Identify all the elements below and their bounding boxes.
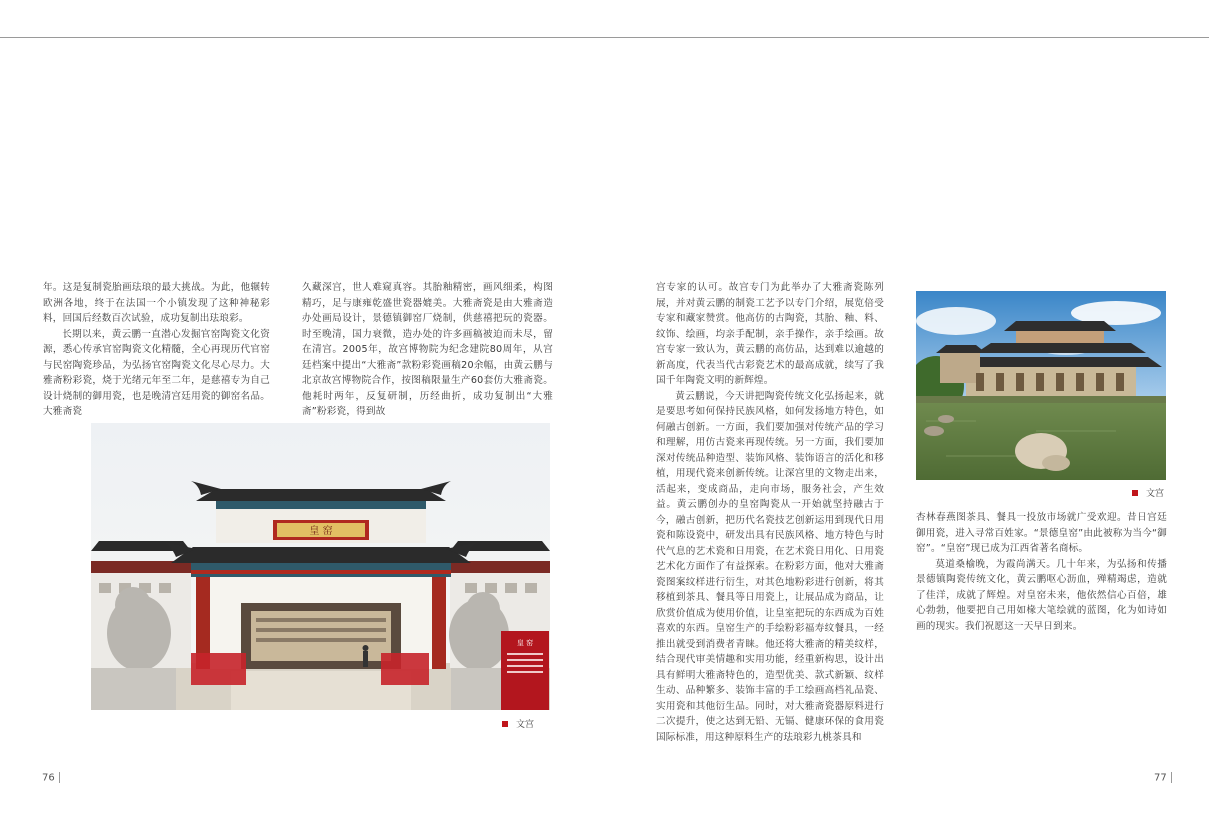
left-col1-paragraph-1: 年。这是复制瓷胎画珐琅的最大挑战。为此，他辗转欧洲各地，终于在法国一个小镇发现了这种神秘彩料，回国后经数百次试验，成功复制出珐琅彩。 bbox=[43, 282, 270, 324]
imperial-kiln-gate-photo bbox=[91, 423, 550, 710]
right-text-column-2 bbox=[916, 510, 1167, 634]
right-col1-paragraph-1: 宫专家的认可。故宫专门为此举办了大雅斋瓷陈列展，并对黄云鹏的制瓷工艺予以专门介绍，展览倍受专家和藏家赞赏。他高仿的古陶瓷，其胎、釉、料、纹饰、绘画，均亲手配制，亲手操作，亲手绘画。故宫专家一致认为，黄云鹏的高仿品，达到难以逾越的新高度，代表当代古彩瓷艺术的最高成就，续写了我国千年陶瓷文明的新辉煌。 bbox=[656, 282, 884, 386]
right-page-number-text: 77 bbox=[1154, 772, 1167, 784]
lakeside-pavilion-photo bbox=[916, 291, 1166, 480]
left-photo-caption bbox=[502, 717, 534, 730]
right-text-column-1 bbox=[656, 280, 884, 745]
left-text-column-2 bbox=[302, 280, 553, 420]
right-photo-caption-text: 文宫 bbox=[1146, 489, 1165, 499]
right-page-number bbox=[1154, 772, 1176, 784]
page-number-divider bbox=[59, 772, 60, 783]
gate-sign-text: 皇 窑 bbox=[309, 526, 333, 537]
page-number-divider bbox=[1171, 772, 1172, 783]
info-board-text: 皇 窑 bbox=[516, 639, 534, 647]
top-rule bbox=[0, 37, 1209, 38]
left-text-column-1 bbox=[43, 280, 270, 420]
right-col1-paragraph-2: 黄云鹏说，今天讲把陶瓷传统文化弘扬起来，就是要思考如何保持民族风格，如何发扬地方特色，如何融古创新。一方面，我们要加强对传统产品的学习和理解，用仿古瓷来再现传统。另一方面，我们要加深对传统品种造型、装饰风格、装饰语言的活化和移植，用现代瓷来创新传统。让深宫里的文物走出来，活起来，变成商品，走向市场，服务社会，产生效益。黄云鹏创办的皇窑陶瓷从一开始就坚持融古于今，融古创新，把历代名瓷技艺创新运用到现代日用瓷和陈设瓷中，研发出具有民族风格、地方特色与时代气息的艺术瓷和日用瓷，在艺术瓷日用化、日用瓷艺术化方面作了有益探索。在粉彩方面，他对大雅斋瓷图案纹样进行衍生，对其色地粉彩进行创新，将其移植到茶具、餐具等日用瓷上，让展品成为商品，让欣赏价值成为使用价值，让皇室把玩的东西成为百姓喜欢的东西。皇窑生产的手绘粉彩福寿纹餐具，一经推出就受到消费者青睐。他还将大雅斋的精美纹样，结合现代审美情趣和实用功能，经重新构思，设计出具有鲜明大雅斋特色的，造型优美、款式新颖、纹样生动、品种繁多、装饰丰富的手工绘画高档礼品瓷、实用瓷和其他衍生品。同时，对大雅斋瓷器原料进行二次提升，使之达到无铅、无镉、健康环保的食用瓷国际标准，用这种原料生产的珐琅彩九桃茶具和 bbox=[656, 390, 884, 743]
gate-illustration bbox=[91, 423, 550, 710]
right-col2-paragraph-2: 莫道桑榆晚，为霞尚满天。几十年来，为弘扬和传播景德镇陶瓷传统文化，黄云鹏呕心沥血，殚精竭虑，造就了佳洋，成就了辉煌。对皇窑未来，他依然信心百倍，雄心勃勃，他要把自己用如椽大笔绘就的蓝图，化为如诗如画的现实。我们祝愿这一天早日到来。 bbox=[916, 558, 1167, 632]
left-page-number-text: 76 bbox=[42, 772, 55, 784]
left-col1-paragraph-2: 长期以来，黄云鹏一直潜心发掘官窑陶瓷文化资源，悉心传承官窑陶瓷文化精髓，全心再现历代官窑与民窑陶瓷珍品，为弘扬官窑陶瓷文化尽心尽力。大雅斋粉彩瓷，烧于光绪元年至二年，是慈禧专为自己设计烧制的御用瓷，也是晚清宫廷用瓷的御窑名品。大雅斋瓷 bbox=[43, 328, 270, 417]
right-photo-caption bbox=[1132, 486, 1164, 499]
caption-marker-square bbox=[502, 721, 508, 727]
left-photo-caption-text: 文宫 bbox=[516, 720, 535, 730]
caption-marker-square bbox=[1132, 490, 1138, 496]
left-page-number bbox=[42, 772, 64, 784]
right-col2-paragraph-1: 杏林春燕图茶具、餐具一投放市场就广受欢迎。昔日宫廷御用瓷，进入寻常百姓家。“景德皇窑”由此被称为当今“御窑”。“皇窑”现已成为江西省著名商标。 bbox=[916, 512, 1167, 554]
pavilion-illustration bbox=[916, 291, 1166, 480]
left-col2-paragraph-1: 久藏深宫，世人难窥真容。其胎釉精密，画风细柔，构图精巧，足与康雍乾盛世瓷器媲美。大雅斋瓷是由大雅斋造办处画局设计，景德镇御窑厂烧制，供慈禧把玩的瓷器。时至晚清，国力衰微，造办处的许多画稿被迫而未尽，留在清宫。2005年，故宫博物院为纪念建院80周年，从宫廷档案中提出“大雅斋”款粉彩瓷画稿20余幅，由黄云鹏与北京故宫博物院合作，按图稿限量生产60套仿大雅斋瓷。他耗时两年，反复研制，历经曲折，成功复制出“大雅斋”粉彩瓷，得到故 bbox=[302, 282, 553, 417]
